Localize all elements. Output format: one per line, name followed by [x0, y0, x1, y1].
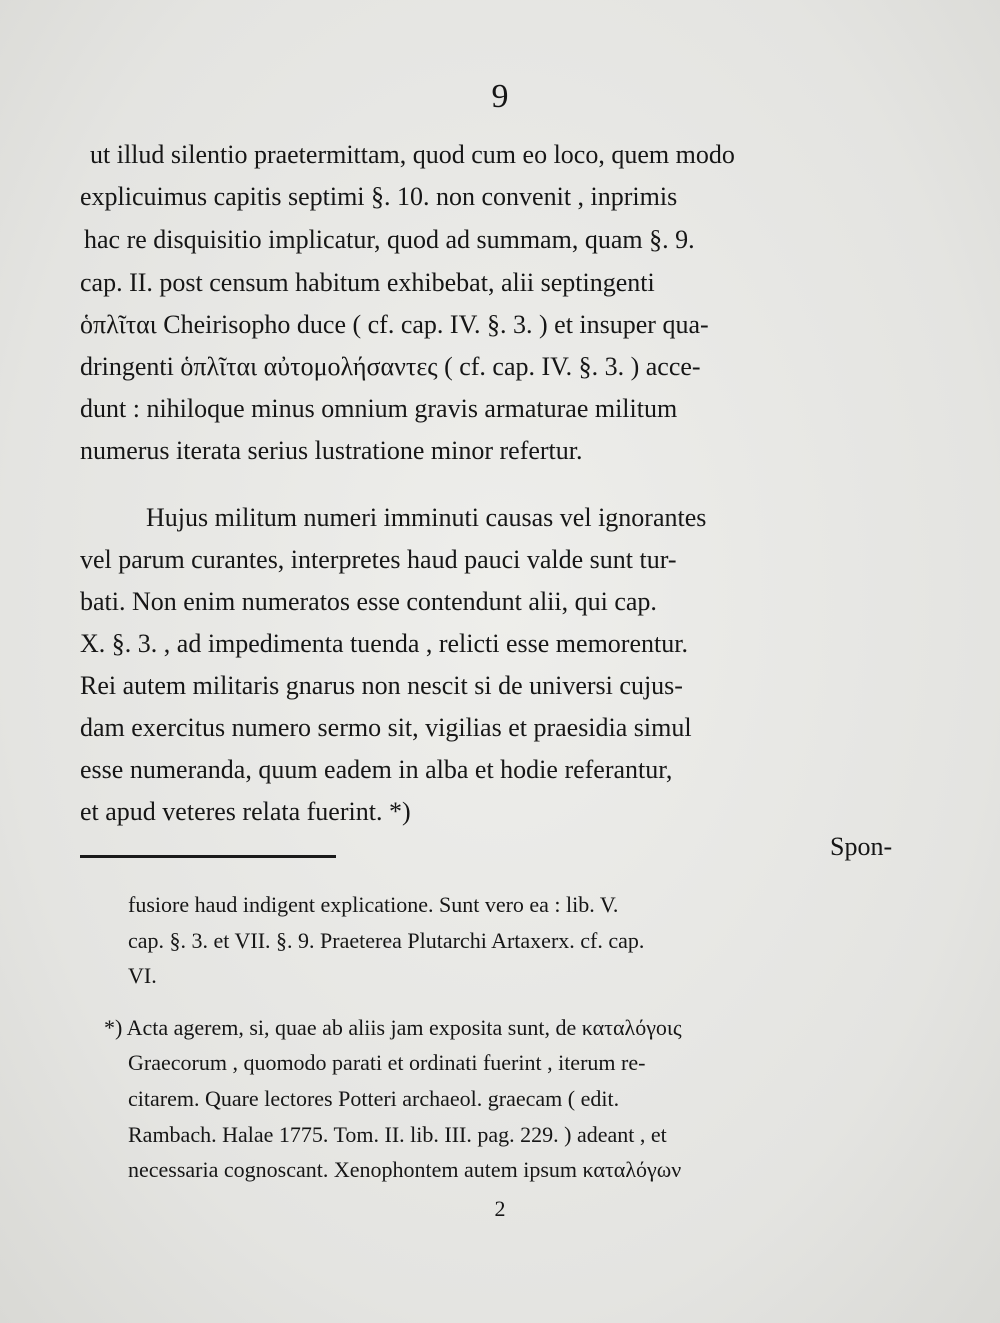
footnote-rule [80, 855, 336, 858]
text-line: dringenti ὁπλῖται αὐτομολήσαντες ( cf. cap. IV. §. 3. ) acce- [80, 352, 701, 381]
text-line: ut illud silentio praetermittam, quod cum eo loco, quem modo [90, 140, 735, 169]
text-line: esse numeranda, quum eadem in alba et hodie referantur, [80, 755, 673, 784]
text-line: vel parum curantes, interpretes haud pauci valde sunt tur- [80, 545, 677, 574]
footnote-line: *) Acta agerem, si, quae ab aliis jam exposita sunt, de καταλόγοις [104, 1015, 682, 1040]
text-line: hac re disquisitio implicatur, quod ad summam, quam §. 9. [84, 225, 695, 254]
text-line: X. §. 3. , ad impedimenta tuenda , relicti esse memorentur. [80, 629, 688, 658]
text-line: dam exercitus numero sermo sit, vigilias et praesidia simul [80, 713, 692, 742]
footnote-line: Graecorum , quomodo parati et ordinati fuerint , iterum re- [128, 1050, 646, 1075]
footnote-line: citarem. Quare lectores Potteri archaeol. graecam ( edit. [128, 1086, 620, 1111]
text-line: cap. II. post censum habitum exhibebat, alii septingenti [80, 268, 655, 297]
text-line: bati. Non enim numeratos esse contendunt alii, qui cap. [80, 587, 657, 616]
text-line: numerus iterata serius lustratione minor refertur. [80, 436, 583, 465]
footnote-line: fusiore haud indigent explicatione. Sunt vero ea : lib. V. [128, 892, 619, 917]
footnote-line: necessaria cognoscant. Xenophontem autem ipsum καταλόγων [128, 1157, 682, 1182]
signature-mark: 2 [494, 1196, 506, 1221]
text-line: Rei autem militaris gnarus non nescit si de universi cujus- [80, 671, 683, 700]
text-line: Hujus militum numeri imminuti causas vel ignorantes [146, 503, 707, 532]
footnote-line: VI. [128, 963, 157, 988]
page-number: 9 [491, 78, 509, 115]
text-line: dunt : nihiloque minus omnium gravis armaturae militum [80, 394, 678, 423]
text-line: explicuimus capitis septimi §. 10. non convenit , inprimis [80, 182, 678, 211]
text-line: et apud veteres relata fuerint. *) [80, 797, 411, 826]
catchword: Spon- [830, 832, 893, 861]
footnote-line: Rambach. Halae 1775. Tom. II. lib. III. pag. 229. ) adeant , et [128, 1122, 667, 1147]
text-line: ὁπλῖται Cheirisopho duce ( cf. cap. IV. §. 3. ) et insuper qua- [80, 310, 709, 339]
footnote-line: cap. §. 3. et VII. §. 9. Praeterea Plutarchi Artaxerx. cf. cap. [128, 928, 645, 953]
